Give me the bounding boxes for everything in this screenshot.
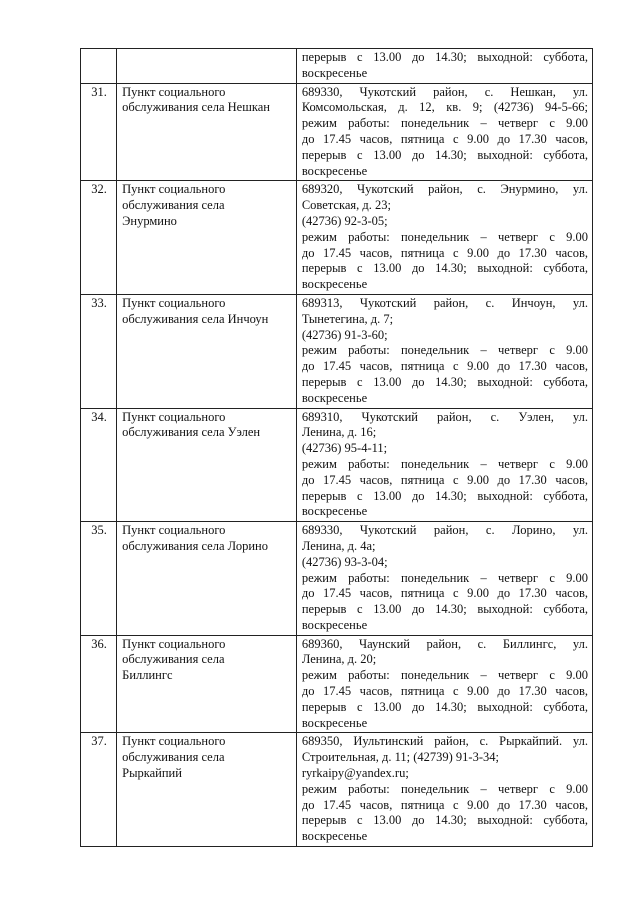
info-line: (42736) 91-3-60; [301,327,388,342]
info-line: 689320, Чукотский район, с. Энурмино, ул. [301,182,588,197]
table-row [81,733,593,847]
institution-name [117,83,297,181]
table-row [81,408,593,522]
info-line: Тынетегина, д. 7; [301,311,394,326]
info-line: режим работы: понедельник – четверг с 9.00 [301,668,588,683]
info-line: Советская, д. 23; [301,198,391,213]
info-line: до 17.45 часов, пятница с 9.00 до 17.30 часов, [301,797,588,812]
table-row [81,181,593,295]
info-line: перерыв с 13.00 до 14.30; выходной: суббота, [301,699,588,714]
info-line: до 17.45 часов, пятница с 9.00 до 17.30 часов, [301,684,588,699]
name-line: Пункт социального [122,182,226,197]
contact-info [296,181,592,295]
institution-name [117,181,297,295]
info-line: перерыв с 13.00 до 14.30; выходной: суббота, [301,261,588,276]
name-line: обслуживания села Нешкан [122,100,270,115]
info-line: 689350, Иультинский район, с. Рыркайпий. ул. [301,734,588,749]
info-line: воскресенье [301,715,368,730]
row-number: 31. [81,83,117,181]
info-line: до 17.45 часов, пятница с 9.00 до 17.30 часов, [301,245,588,260]
info-line: перерыв с 13.00 до 14.30; выходной: суббота, [301,602,588,617]
contact-info [296,635,592,733]
info-line: перерыв с 13.00 до 14.30; выходной: суббота, [301,50,588,64]
name-line: Рыркайпий [122,766,182,781]
info-line: (42736) 92-3-05; [301,213,388,228]
institution-name [117,408,297,522]
info-line: Ленина, д. 16; [301,425,377,440]
name-line: обслуживания села [122,750,225,765]
info-line: режим работы: понедельник – четверг с 9.00 [301,781,588,796]
info-line: перерыв с 13.00 до 14.30; выходной: суббота, [301,374,588,389]
contact-info [296,522,592,636]
name-line: Энурмино [122,213,177,228]
table-row [81,635,593,733]
info-line: до 17.45 часов, пятница с 9.00 до 17.30 часов, [301,359,588,374]
info-line: режим работы: понедельник – четверг с 9.00 [301,570,588,585]
info-line: воскресенье [301,65,368,80]
name-line: Пункт социального [122,734,226,749]
info-line: 689360, Чаунский район, с. Биллингс, ул. [301,636,588,651]
row-number: 32. [81,181,117,295]
table-row [81,83,593,181]
name-line: Пункт социального [122,295,226,310]
info-line: перерыв с 13.00 до 14.30; выходной: суббота, [301,813,588,828]
info-line: перерыв с 13.00 до 14.30; выходной: суббота, [301,147,588,162]
institution-name [117,294,297,408]
info-line: до 17.45 часов, пятница с 9.00 до 17.30 часов, [301,131,588,146]
name-line: обслуживания села Уэлен [122,425,261,440]
info-line: ryrkaipy@yandex.ru; [301,766,409,781]
info-line: 689313, Чукотский район, с. Инчоун, ул. [301,295,588,310]
row-number [81,49,117,84]
name-line: Пункт социального [122,84,226,99]
contact-info [296,294,592,408]
info-line: воскресенье [301,390,368,405]
institution-name [117,522,297,636]
info-line: воскресенье [301,504,368,519]
name-line: Пункт социального [122,636,226,651]
contact-info [296,408,592,522]
table-row [81,294,593,408]
info-line: (42736) 95-4-11; [301,441,388,456]
name-line: Биллингс [122,668,173,683]
table-row [81,522,593,636]
contact-info [296,83,592,181]
row-number: 37. [81,733,117,847]
info-line: воскресенье [301,277,368,292]
institution-name [117,733,297,847]
name-line: Пункт социального [122,523,226,538]
table-row-continuation [81,49,593,84]
info-line: Ленина, д. 4а; [301,538,376,553]
institution-name [117,635,297,733]
info-line: режим работы: понедельник – четверг с 9.00 [301,229,588,244]
info-line: (42736) 93-3-04; [301,554,388,569]
row-number: 36. [81,635,117,733]
name-line: обслуживания села [122,198,225,213]
info-line: воскресенье [301,617,368,632]
info-line: 689310, Чукотский район, с. Уэлен, ул. [301,409,588,424]
info-line: 689330, Чукотский район, с. Лорино, ул. [301,523,588,538]
info-line: Строительная, д. 11; (42739) 91-3-34; [301,750,499,765]
name-line: обслуживания села [122,652,225,667]
contact-info [296,733,592,847]
info-line: режим работы: понедельник – четверг с 9.00 [301,343,588,358]
name-line: Пункт социального [122,409,226,424]
info-line: перерыв с 13.00 до 14.30; выходной: суббота, [301,488,588,503]
row-number: 34. [81,408,117,522]
contact-info [296,49,592,84]
name-line: обслуживания села Инчоун [122,311,269,326]
info-line: воскресенье [301,163,368,178]
info-line: Комсомольская, д. 12, кв. 9; (42736) 94-5-66; [301,100,588,115]
institution-name [117,49,297,84]
row-number: 35. [81,522,117,636]
social-service-points-table [80,48,593,847]
info-line: режим работы: понедельник – четверг с 9.00 [301,456,588,471]
name-line: обслуживания села Лорино [122,538,268,553]
info-line: до 17.45 часов, пятница с 9.00 до 17.30 часов, [301,472,588,487]
row-number: 33. [81,294,117,408]
info-line: до 17.45 часов, пятница с 9.00 до 17.30 часов, [301,586,588,601]
info-line: Ленина, д. 20; [301,652,377,667]
info-line: воскресенье [301,829,368,844]
info-line: режим работы: понедельник – четверг с 9.00 [301,116,588,131]
info-line: 689330, Чукотский район, с. Нешкан, ул. [301,84,588,99]
